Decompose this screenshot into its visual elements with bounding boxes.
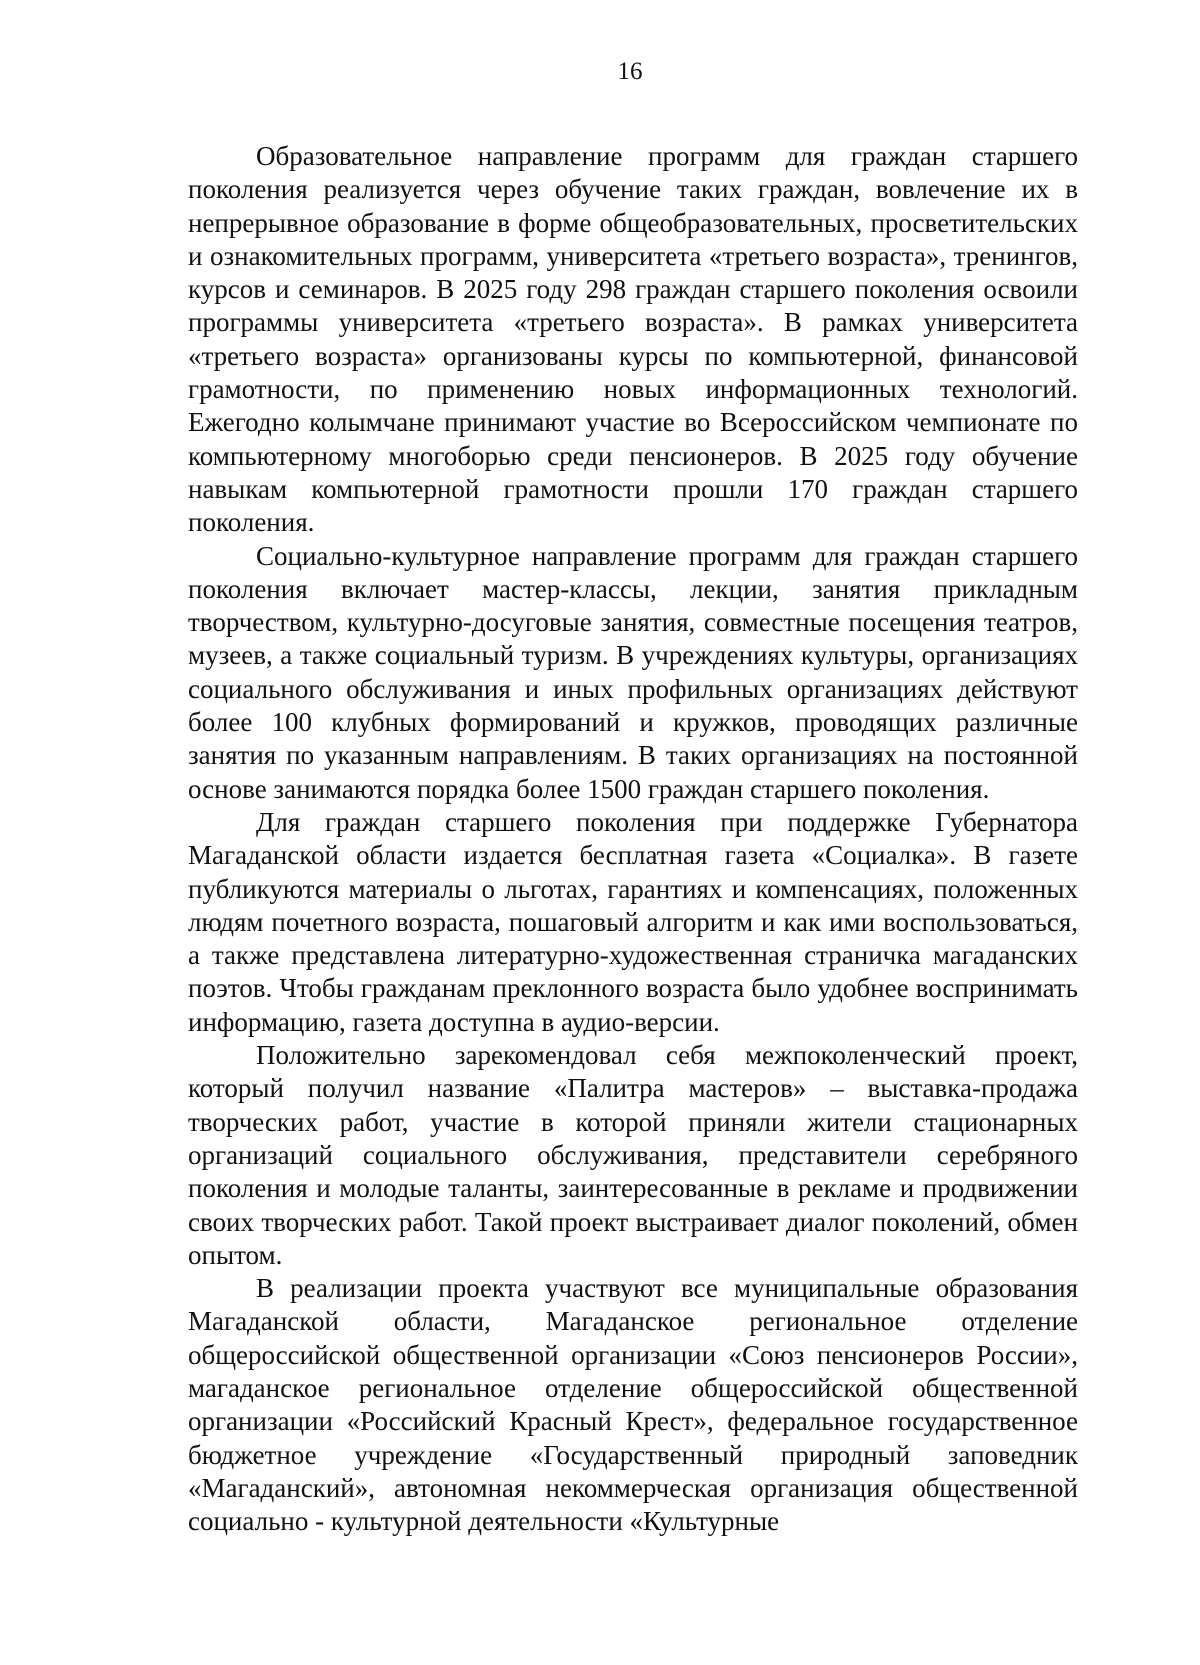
paragraph-education: Образовательное направление программ для граждан старшего поколения реализуется через обучение таких граждан, вовлечение их в непрерывное образование в форме общеобразовательных, просветительских и ознакомительных программ, университета «третьего возраста», тренингов, курсов и семинаров. В 2025 году 298 граждан старшего поколения освоили программы университета «третьего возраста». В рамках университета «третьего возраста» организованы курсы по компьютерной, финансовой грамотности, по применению новых информационных технологий. Ежегодно колымчане принимают участие во Всероссийском чемпионате по компьютерному многоборью среди пенсионеров. В 2025 году обучение навыкам компьютерной грамотности прошли 170 граждан старшего поколения. [188, 141, 1078, 538]
paragraph-newspaper: Для граждан старшего поколения при поддержке Губернатора Магаданской области издается бесплатная газета «Социалка». В газете публикуются материалы о льготах, гарантиях и компенсациях, положенных людям почетного возраста, пошаговый алгоритм и как ими воспользоваться, а также представлена литературно-художественная страничка магаданских поэтов. Чтобы гражданам преклонного возраста было удобнее воспринимать информацию, газета доступна в аудио-версии. [188, 806, 1078, 1037]
paragraph-sociocultural: Социально-культурное направление программ для граждан старшего поколения включает мастер-классы, лекции, занятия прикладным творчеством, культурно-досуговые занятия, совместные посещения театров, музеев, а также социальный туризм. В учреждениях культуры, организациях социального обслуживания и иных профильных организациях действуют более 100 клубных формирований и кружков, проводящих различные занятия по указанным направлениям. В таких организациях на постоянной основе занимаются порядка более 1500 граждан старшего поколения. [188, 540, 1078, 804]
body-text [188, 140, 1078, 1538]
paragraph-palette-project: Положительно зарекомендовал себя межпоколенческий проект, который получил название «Палитра мастеров» – выставка-продажа творческих работ, участие в которой приняли жители стационарных организаций социального обслуживания, представители серебряного поколения и молодые таланты, заинтересованные в рекламе и продвижении своих творческих работ. Такой проект выстраивает диалог поколений, обмен опытом. [188, 1040, 1078, 1270]
page-number: 16 [617, 58, 643, 85]
paragraph-project-participants: В реализации проекта участвуют все муниципальные образования Магаданской области, Магаданское региональное отделение общероссийской общественной организации «Союз пенсионеров России», магаданское региональное отделение общероссийской общественной организации «Российский Красный Крест», федеральное государственное бюджетное учреждение «Государственный природный заповедник «Магаданский», автономная некоммерческая организация общественной социально - культурной деятельности «Культурные [188, 1273, 1078, 1537]
